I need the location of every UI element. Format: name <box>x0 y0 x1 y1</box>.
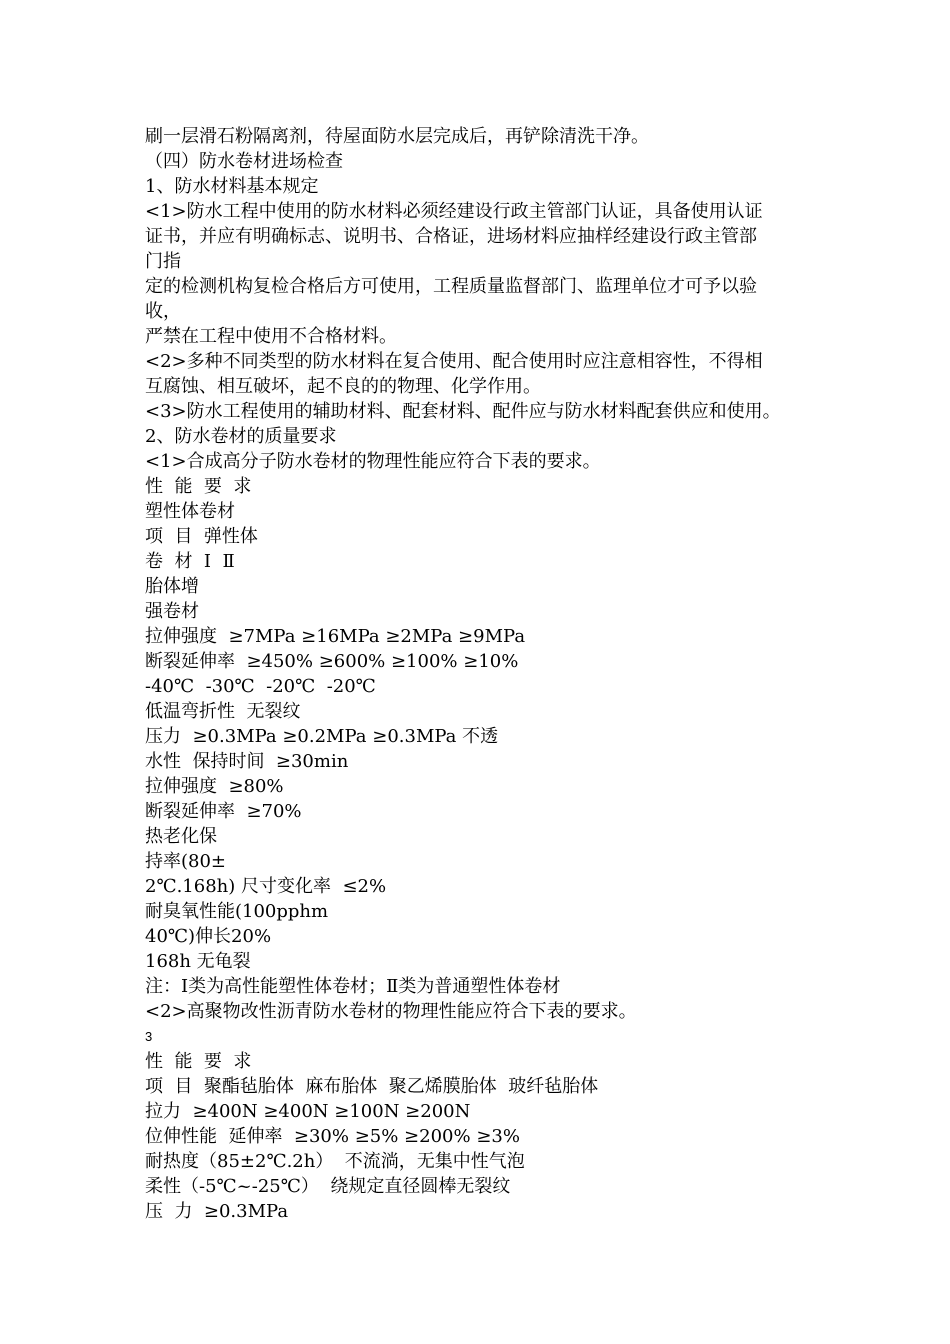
table-text-line: 热老化保 <box>145 826 217 847</box>
table-text-line: 性 能 要 求 <box>145 1051 252 1072</box>
text-line: 定的检测机构复检合格后方可使用，工程质量监督部门、监理单位才可予以验 <box>145 276 757 297</box>
subsection-heading: 1、防水材料基本规定 <box>145 176 319 197</box>
table-text-line: 40℃)伸长20% <box>145 926 272 947</box>
table-text-line: 拉力 ≥400N ≥400N ≥100N ≥200N <box>145 1101 471 1122</box>
table-text-line: 断裂延伸率 ≥450% ≥600% ≥100% ≥10% <box>145 651 519 672</box>
page-number: 3 <box>145 1029 153 1044</box>
text-line: 严禁在工程中使用不合格材料。 <box>145 326 397 347</box>
table-text-line: 耐热度（85±2℃.2h） 不流淌，无集中性气泡 <box>145 1151 525 1172</box>
table-text-line: 胎体增 <box>145 576 199 597</box>
table-text-line: 压力 ≥0.3MPa ≥0.2MPa ≥0.3MPa 不透 <box>145 726 499 747</box>
text-line: <2>高聚物改性沥青防水卷材的物理性能应符合下表的要求。 <box>145 1001 637 1022</box>
table-text-line: 168h 无龟裂 <box>145 951 251 972</box>
table-text-line: 2℃.168h) 尺寸变化率 ≤2% <box>145 876 387 897</box>
text-line: 证书，并应有明确标志、说明书、合格证，进场材料应抽样经建设行政主管部 <box>145 226 757 247</box>
table-text-line: 耐臭氧性能(100pphm <box>145 901 329 922</box>
table-text-line: -40℃ -30℃ -20℃ -20℃ <box>145 676 376 697</box>
table-text-line: 强卷材 <box>145 601 199 622</box>
text-line: <1>合成高分子防水卷材的物理性能应符合下表的要求。 <box>145 451 601 472</box>
table-text-line: 位伸性能 延伸率 ≥30% ≥5% ≥200% ≥3% <box>145 1126 520 1147</box>
text-line: <3>防水工程使用的辅助材料、配套材料、配件应与防水材料配套供应和使用。 <box>145 401 781 422</box>
table-note: 注：Ⅰ类为高性能塑性体卷材；Ⅱ类为普通塑性体卷材 <box>145 976 561 997</box>
table-text-line: 低温弯折性 无裂纹 <box>145 701 301 722</box>
table-text-line: 项 目 聚酯毡胎体 麻布胎体 聚乙烯膜胎体 玻纤毡胎体 <box>145 1076 599 1097</box>
text-line: <2>多种不同类型的防水材料在复合使用、配合使用时应注意相容性，不得相 <box>145 351 763 372</box>
table-text-line: 水性 保持时间 ≥30min <box>145 751 349 772</box>
table-text-line: 项 目 弹性体 <box>145 526 258 547</box>
text-line: 互腐蚀、相互破坏，起不良的的物理、化学作用。 <box>145 376 541 397</box>
table-text-line: 压 力 ≥0.3MPa <box>145 1201 289 1222</box>
table-text-line: 持率(80± <box>145 851 227 872</box>
table-text-line: 塑性体卷材 <box>145 501 235 522</box>
table-text-line: 断裂延伸率 ≥70% <box>145 801 302 822</box>
table-text-line: 拉伸强度 ≥7MPa ≥16MPa ≥2MPa ≥9MPa <box>145 626 526 647</box>
text-line: 门指 <box>145 251 181 272</box>
table-text-line: 柔性（-5℃~-25℃） 绕规定直径圆棒无裂纹 <box>145 1176 511 1197</box>
text-line: <1>防水工程中使用的防水材料必须经建设行政主管部门认证，具备使用认证 <box>145 201 763 222</box>
table-text-line: 性 能 要 求 <box>145 476 252 497</box>
table-text-line: 拉伸强度 ≥80% <box>145 776 284 797</box>
document-body <box>145 124 810 1224</box>
table-text-line: 卷 材 Ⅰ Ⅱ <box>145 551 235 572</box>
text-line: 刷一层滑石粉隔离剂，待屋面防水层完成后，再铲除清洗干净。 <box>145 126 649 147</box>
text-line: 收， <box>145 301 181 322</box>
section-heading: （四）防水卷材进场检查 <box>145 151 343 172</box>
subsection-heading: 2、防水卷材的质量要求 <box>145 426 337 447</box>
